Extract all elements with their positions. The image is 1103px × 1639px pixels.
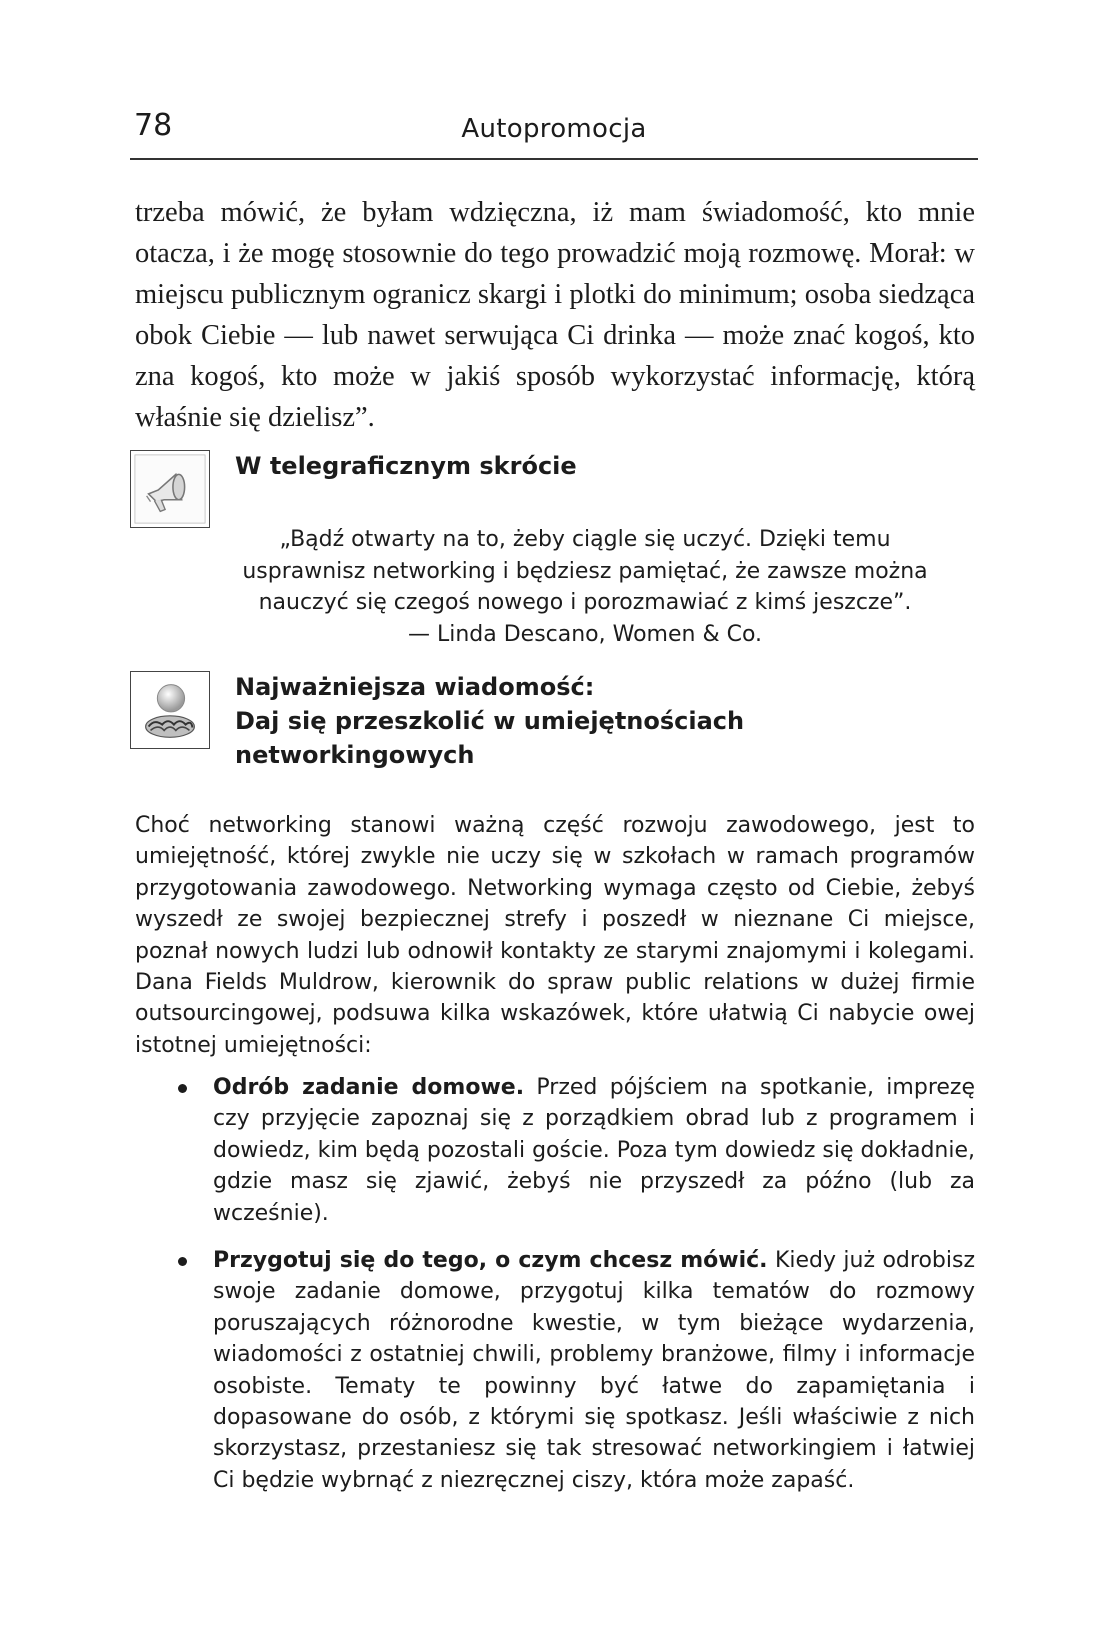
tips-list xyxy=(175,1072,975,1496)
bullet-icon xyxy=(178,1084,187,1093)
tip-text: Kiedy już odrobisz swoje zadanie domowe, przygotuj kilka tematów do rozmowy poruszających różnorodne kwestie, w tym bieżące wydarzenia, wiadomości z ostatniej chwili, problemy branżowe, filmy i informacje osobiste. Tematy te powinny być łatwe do zapamiętania i dopasowane do osób, z którymi się spotkasz. Jeśli właściwie z nich skorzystasz, przestaniesz się tak stresować networkingiem i łatwiej Ci będzie wybrnąć z niezręcznej ciszy, która może zapaść. xyxy=(213,1248,975,1493)
megaphone-icon xyxy=(130,450,210,528)
quote-line: „Bądź otwarty na to, żeby ciągle się uczyć. Dzięki temu xyxy=(279,527,891,552)
page-header xyxy=(130,100,978,160)
body-paragraph: Choć networking stanowi ważną część rozwoju zawodowego, jest to umiejętność, której zwykle nie uczy się w szkołach w ramach programów przygotowania zawodowego. Networking wymaga często od Ciebie, żebyś wyszedł ze swojej bezpiecznej strefy i poszedł w nieznane Ci miejsce, poznał nowych ludzi lub odnowił kontakty ze starymi znajomymi i kolegami. Dana Fields Muldrow, kierownik do spraw public relations w dużej firmie outsourcingowej, podsuwa kilka wskazówek, które ułatwią Ci nabycie owej istotnej umiejętności: xyxy=(135,813,975,1058)
page-number: 78 xyxy=(134,108,173,143)
quote xyxy=(240,524,930,650)
quote-line: usprawnisz networking i będziesz pamiętać, że zawsze można xyxy=(242,558,928,584)
tip-title: Przygotuj się do tego, o czym chcesz mówić. xyxy=(213,1248,768,1274)
quote-attribution: — Linda Descano, Women & Co. xyxy=(407,621,763,647)
quote-line: nauczyć się czegoś nowego i porozmawiać z kimś jeszcze”. xyxy=(258,590,912,615)
key-message-heading xyxy=(235,670,744,772)
person-icon xyxy=(130,671,210,749)
heading-line: networkingowych xyxy=(235,741,475,769)
list-item xyxy=(175,1072,975,1229)
tip-text: Przed pójściem na spotkanie, imprezę czy przyjęcie zapoznaj się z porządkiem obrad lub z programem i dowiedz, kim będą pozostali goście. Poza tym dowiedz się dokładnie, gdzie masz się zjawić, żebyś nie przyszedł za późno (lub za wcześnie). xyxy=(213,1075,975,1226)
running-title: Autopromocja xyxy=(461,114,647,144)
tip-title: Odrób zadanie domowe. xyxy=(213,1075,525,1100)
heading-line: Najważniejsza wiadomość: xyxy=(235,673,595,701)
list-item xyxy=(175,1245,975,1496)
heading-line: Daj się przeszkolić w umiejętnościach xyxy=(235,707,745,735)
intro-paragraph: trzeba mówić, że byłam wdzięczna, iż mam świadomość, kto mnie otacza, i że mogę stosownie do tego prowadzić moją rozmowę. Morał: w miejscu publicznym ogranicz skargi i plotki do minimum; osoba siedząca obok Ciebie — lub nawet serwująca Ci drinka — może znać kogoś, kto zna kogoś, kto może w jakiś sposób wykorzystać informację, którą właśnie się dzielisz”. xyxy=(135,197,975,433)
bullet-icon xyxy=(178,1257,187,1266)
box-heading: W telegraficznym skrócie xyxy=(235,452,577,480)
